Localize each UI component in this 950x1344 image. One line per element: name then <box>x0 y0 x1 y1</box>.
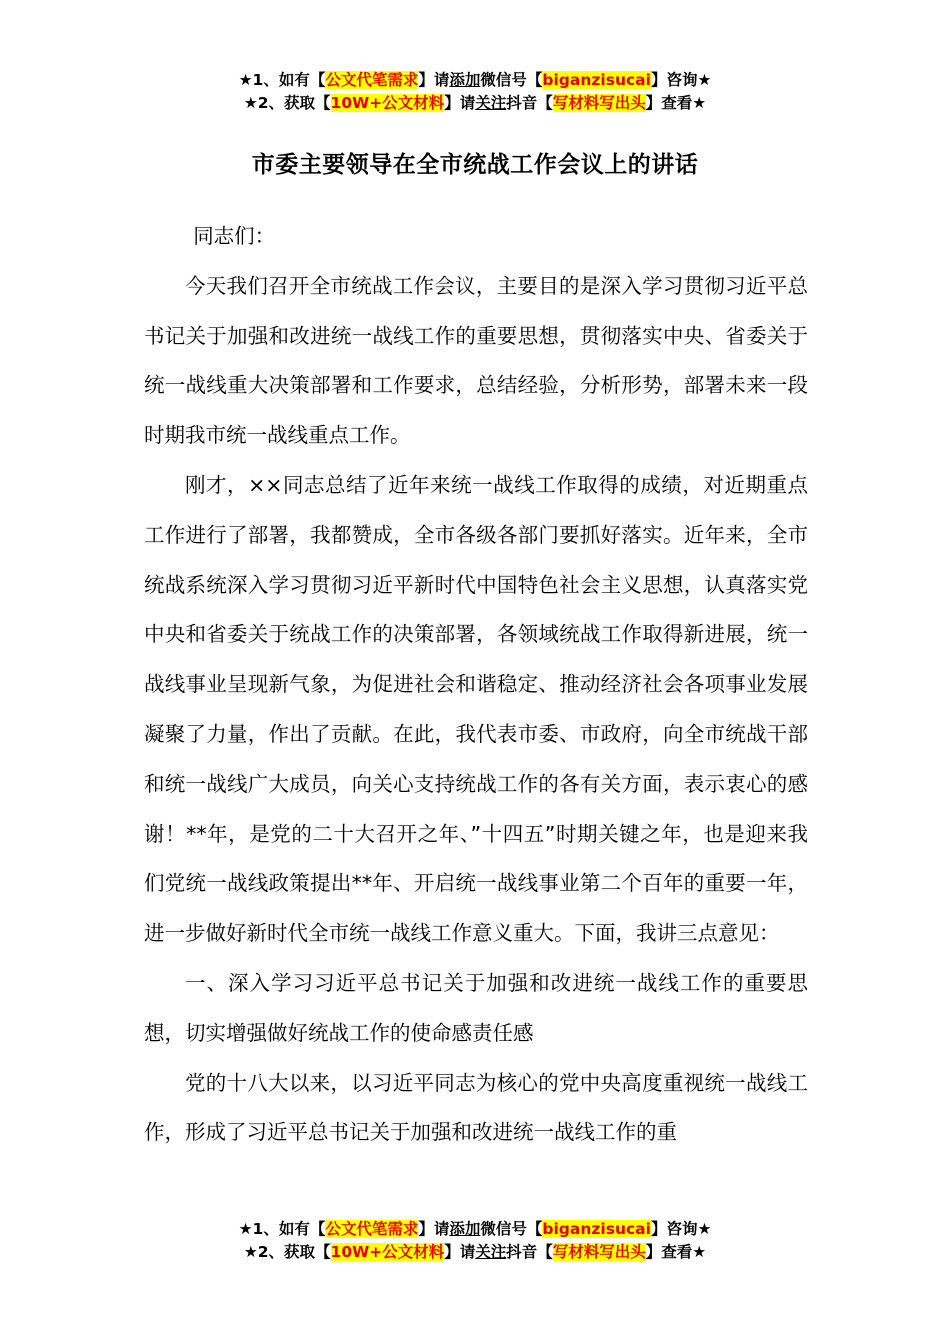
star-icon: ★ <box>692 94 707 112</box>
highlight-douyin-account: 写材料写出头 <box>552 94 646 112</box>
promo-banner-bottom <box>0 1218 950 1264</box>
star-icon: ★ <box>697 1220 712 1238</box>
promo-line-2: ★2、获取【10W+公文材料】请关注抖音【写材料写出头】查看★ <box>243 94 707 112</box>
star-icon: ★ <box>697 71 712 89</box>
section-heading: 一、深入学习习近平总书记关于加强和改进统一战线工作的重要思想，切实增强做好统战工作的使命感责任感 <box>144 970 808 1045</box>
highlight-service: 公文代笔需求 <box>325 1220 419 1238</box>
paragraph: 刚才，××同志总结了近年来统一战线工作取得的成绩，对近期重点工作进行了部署，我都赞成，全市各级各部门要抓好落实。近年来，全市统战系统深入学习贯彻习近平新时代中国特色社会主义思想，认真落实党中央和省委关于统战工作的决策部署，各领域统战工作取得新进展，统一战线事业呈现新气象，为促进社会和谐稳定、推动经济社会各项事业发展凝聚了力量，作出了贡献。在此，我代表市委、市政府，向全市统战干部和统一战线广大成员，向关心支持统战工作的各有关方面，表示衷心的感谢！**年，是党的二十大召开之年、”十四五”时期关键之年，也是迎来我们党统一战线政策提出**年、开启统一战线事业第二个百年的重要一年，进一步做好新时代全市统一战线工作意义重大。下面，我讲三点意见： <box>144 472 808 946</box>
highlight-service: 公文代笔需求 <box>325 71 419 89</box>
paragraph: 今天我们召开全市统战工作会议，主要目的是深入学习贯彻习近平总书记关于加强和改进统一战线工作的重要思想，贯彻落实中央、省委关于统一战线重大决策部署和工作要求，总结经验，分析形势，部署未来一段时期我市统一战线重点工作。 <box>144 273 808 448</box>
document-title: 市委主要领导在全市统战工作会议上的讲话 <box>251 152 699 178</box>
highlight-douyin-account: 写材料写出头 <box>552 1243 646 1261</box>
star-icon: ★ <box>238 71 253 89</box>
salutation: 同志们： <box>193 224 276 248</box>
promo-line-1: ★1、如有【公文代笔需求】请添加微信号【biganzisucai】咨询★ <box>238 1220 712 1238</box>
star-icon: ★ <box>243 1243 258 1261</box>
paragraph: 党的十八大以来，以习近平同志为核心的党中央高度重视统一战线工作，形成了习近平总书记关于加强和改进统一战线工作的重 <box>144 1070 808 1145</box>
highlight-materials: 10W+公文材料 <box>330 1243 445 1261</box>
star-icon: ★ <box>238 1220 253 1238</box>
promo-banner-top <box>0 69 950 115</box>
highlight-wechat-id: biganzisucai <box>542 71 651 89</box>
star-icon: ★ <box>243 94 258 112</box>
highlight-materials: 10W+公文材料 <box>330 94 445 112</box>
promo-line-2: ★2、获取【10W+公文材料】请关注抖音【写材料写出头】查看★ <box>243 1243 707 1261</box>
promo-line-1: ★1、如有【公文代笔需求】请添加微信号【biganzisucai】咨询★ <box>238 71 712 89</box>
highlight-wechat-id: biganzisucai <box>542 1220 651 1238</box>
star-icon: ★ <box>692 1243 707 1261</box>
document-body <box>144 212 808 1158</box>
